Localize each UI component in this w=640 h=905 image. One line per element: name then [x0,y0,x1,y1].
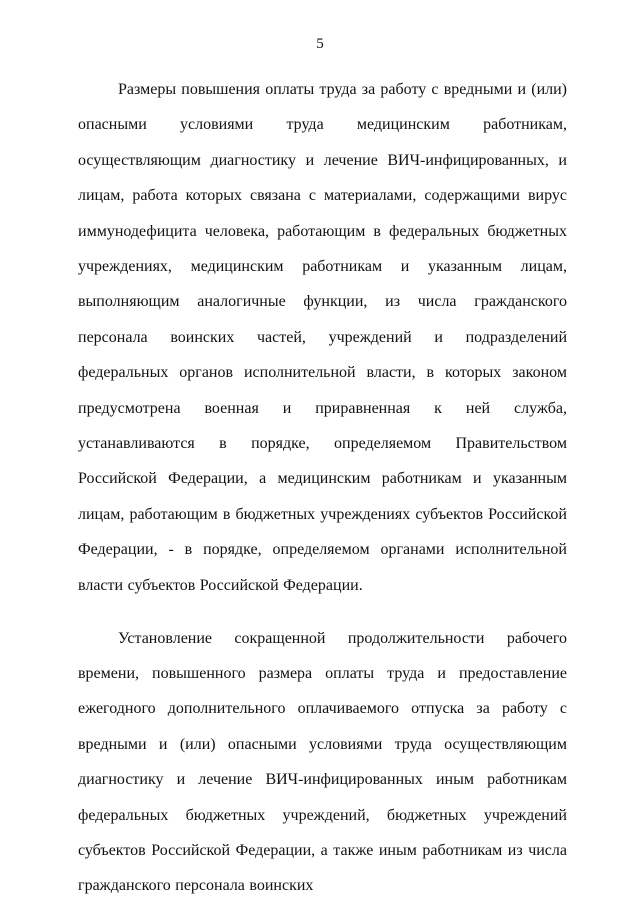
page-number: 5 [316,36,324,52]
paragraph-pay-increase: Размеры повышения оплаты труда за работу с вредными и (или) опасными условиями труда медицинским работникам, осуществляющим диагностику и лечение ВИЧ-инфицированных, и лицам, работа которых связана с материалами, содержащими вирус иммунодефицита человека, работающим в федеральных бюджетных учреждениях, медицинским работникам и указанным лицам, выполняющим аналогичные функции, из числа гражданского персонала воинских частей, учреждений и подразделений федеральных органов исполнительной власти, в которых законом предусмотрена военная и приравненная к ней служба, устанавливаются в порядке, определяемом Правительством Российской Федерации, а медицинским работникам и указанным лицам, работающим в бюджетных учреждениях субъектов Российской Федерации, - в порядке, определяемом органами исполнительной власти субъектов Российской Федерации. [78,81,567,594]
document-body [78,72,567,904]
paragraph-reduced-hours: Установление сокращенной продолжительности рабочего времени, повышенного размера оплаты труда и предоставление ежегодного дополнительного оплачиваемого отпуска за работу с вредными и (или) опасными условиями труда осуществляющим диагностику и лечение ВИЧ-инфицированных иным работникам федеральных бюджетных учреждений, бюджетных учреждений субъектов Российской Федерации, а также иным работникам из числа гражданского персонала воинских [78,629,567,895]
